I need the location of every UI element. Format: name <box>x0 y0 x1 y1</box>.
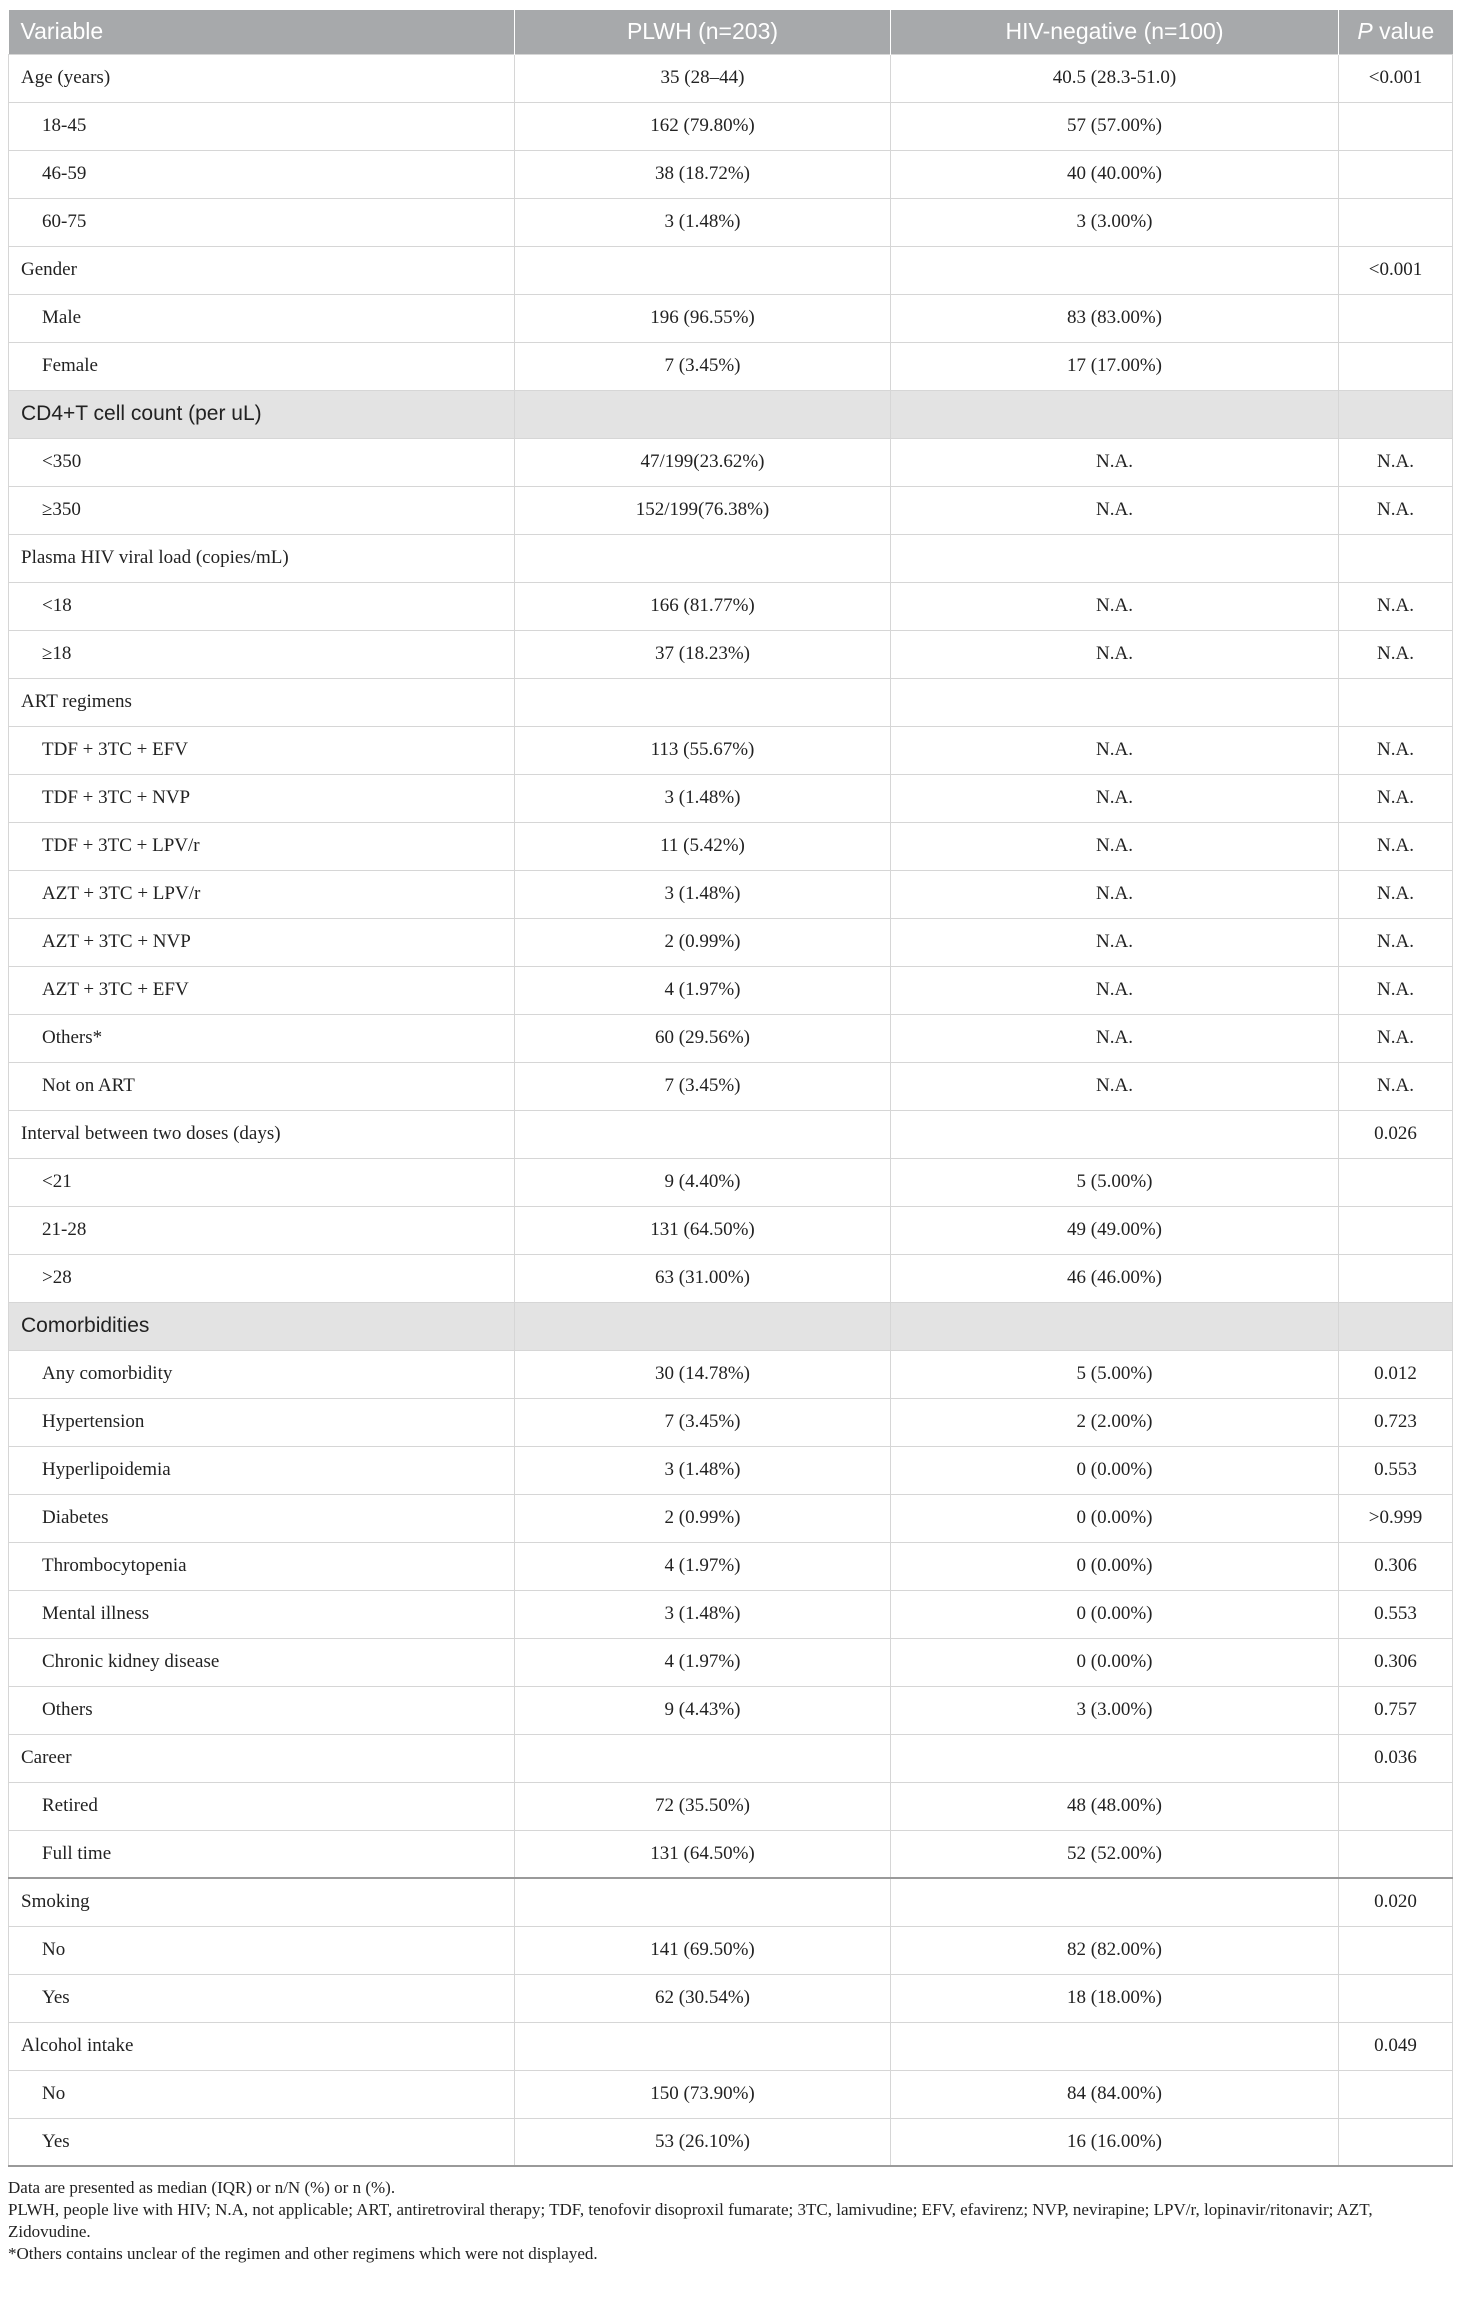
p-value-cell <box>1339 1830 1453 1878</box>
p-value-cell: 0.020 <box>1339 1878 1453 1926</box>
variable-cell: <350 <box>9 438 515 486</box>
plwh-cell: 4 (1.97%) <box>515 966 891 1014</box>
p-value-cell: <0.001 <box>1339 246 1453 294</box>
hiv-negative-cell: 40.5 (28.3-51.0) <box>891 54 1339 102</box>
table-row <box>9 1782 1453 1830</box>
variable-cell: TDF + 3TC + LPV/r <box>9 822 515 870</box>
p-value-cell: N.A. <box>1339 918 1453 966</box>
table-row <box>9 1254 1453 1302</box>
plwh-cell: 7 (3.45%) <box>515 342 891 390</box>
plwh-cell: 162 (79.80%) <box>515 102 891 150</box>
hiv-negative-cell: N.A. <box>891 870 1339 918</box>
plwh-cell: 7 (3.45%) <box>515 1062 891 1110</box>
header-p-rest: value <box>1372 18 1435 45</box>
p-value-cell <box>1339 1782 1453 1830</box>
hiv-negative-cell: N.A. <box>891 966 1339 1014</box>
hiv-negative-cell <box>891 2022 1339 2070</box>
plwh-cell <box>515 390 891 438</box>
plwh-cell: 152/199(76.38%) <box>515 486 891 534</box>
p-value-cell: N.A. <box>1339 1014 1453 1062</box>
hiv-negative-cell: 84 (84.00%) <box>891 2070 1339 2118</box>
plwh-cell: 37 (18.23%) <box>515 630 891 678</box>
p-value-cell: 0.049 <box>1339 2022 1453 2070</box>
header-hiv-negative: HIV-negative (n=100) <box>891 10 1339 54</box>
p-value-cell: N.A. <box>1339 726 1453 774</box>
hiv-negative-cell: 0 (0.00%) <box>891 1494 1339 1542</box>
variable-cell: Career <box>9 1734 515 1782</box>
header-p-value <box>1339 10 1453 54</box>
plwh-cell: 62 (30.54%) <box>515 1974 891 2022</box>
p-value-cell <box>1339 2070 1453 2118</box>
hiv-negative-cell: 3 (3.00%) <box>891 198 1339 246</box>
hiv-negative-cell: 0 (0.00%) <box>891 1590 1339 1638</box>
p-value-cell: 0.026 <box>1339 1110 1453 1158</box>
hiv-negative-cell <box>891 390 1339 438</box>
plwh-cell <box>515 246 891 294</box>
table-row <box>9 102 1453 150</box>
plwh-cell: 38 (18.72%) <box>515 150 891 198</box>
plwh-cell: 30 (14.78%) <box>515 1350 891 1398</box>
table-row <box>9 438 1453 486</box>
hiv-negative-cell: 17 (17.00%) <box>891 342 1339 390</box>
plwh-cell <box>515 1878 891 1926</box>
hiv-negative-cell: 0 (0.00%) <box>891 1638 1339 1686</box>
plwh-cell: 131 (64.50%) <box>515 1830 891 1878</box>
p-value-cell <box>1339 1206 1453 1254</box>
variable-cell: TDF + 3TC + EFV <box>9 726 515 774</box>
table-row <box>9 1158 1453 1206</box>
plwh-cell: 131 (64.50%) <box>515 1206 891 1254</box>
variable-cell: ART regimens <box>9 678 515 726</box>
plwh-cell: 3 (1.48%) <box>515 774 891 822</box>
plwh-cell: 2 (0.99%) <box>515 918 891 966</box>
table-row <box>9 1686 1453 1734</box>
header-plwh: PLWH (n=203) <box>515 10 891 54</box>
plwh-cell: 63 (31.00%) <box>515 1254 891 1302</box>
variable-cell: 18-45 <box>9 102 515 150</box>
variable-cell: Comorbidities <box>9 1302 515 1350</box>
table-row <box>9 774 1453 822</box>
table-row <box>9 2070 1453 2118</box>
plwh-cell: 3 (1.48%) <box>515 198 891 246</box>
hiv-negative-cell: 57 (57.00%) <box>891 102 1339 150</box>
plwh-cell: 166 (81.77%) <box>515 582 891 630</box>
plwh-cell: 141 (69.50%) <box>515 1926 891 1974</box>
plwh-cell <box>515 2022 891 2070</box>
variable-cell: 60-75 <box>9 198 515 246</box>
p-value-cell: 0.012 <box>1339 1350 1453 1398</box>
variable-cell: Not on ART <box>9 1062 515 1110</box>
p-value-cell: 0.306 <box>1339 1638 1453 1686</box>
variable-cell: Female <box>9 342 515 390</box>
hiv-negative-cell <box>891 678 1339 726</box>
table-row <box>9 54 1453 102</box>
table-row <box>9 918 1453 966</box>
p-value-cell <box>1339 1302 1453 1350</box>
plwh-cell: 4 (1.97%) <box>515 1542 891 1590</box>
hiv-negative-cell: 83 (83.00%) <box>891 294 1339 342</box>
table-row <box>9 150 1453 198</box>
p-value-cell: N.A. <box>1339 966 1453 1014</box>
p-value-cell: N.A. <box>1339 438 1453 486</box>
table-row <box>9 246 1453 294</box>
footnote-3: *Others contains unclear of the regimen and other regimens which were not displayed. <box>8 2244 598 2263</box>
table-row <box>9 966 1453 1014</box>
hiv-negative-cell: N.A. <box>891 1062 1339 1110</box>
plwh-cell: 35 (28–44) <box>515 54 891 102</box>
hiv-negative-cell <box>891 1878 1339 1926</box>
p-value-cell: N.A. <box>1339 582 1453 630</box>
plwh-cell <box>515 1110 891 1158</box>
p-value-cell: N.A. <box>1339 774 1453 822</box>
table-row <box>9 1446 1453 1494</box>
p-value-cell: 0.553 <box>1339 1446 1453 1494</box>
table-row <box>9 1014 1453 1062</box>
p-value-cell <box>1339 150 1453 198</box>
table-row <box>9 822 1453 870</box>
table-row <box>9 2118 1453 2166</box>
hiv-negative-cell <box>891 1110 1339 1158</box>
plwh-cell: 3 (1.48%) <box>515 1590 891 1638</box>
variable-cell: Diabetes <box>9 1494 515 1542</box>
hiv-negative-cell <box>891 246 1339 294</box>
hiv-negative-cell: 0 (0.00%) <box>891 1446 1339 1494</box>
hiv-negative-cell: 5 (5.00%) <box>891 1350 1339 1398</box>
variable-cell: CD4+T cell count (per uL) <box>9 390 515 438</box>
table-row <box>9 726 1453 774</box>
p-value-cell <box>1339 1254 1453 1302</box>
variable-cell: 46-59 <box>9 150 515 198</box>
p-value-cell <box>1339 534 1453 582</box>
hiv-negative-cell: 3 (3.00%) <box>891 1686 1339 1734</box>
variable-cell: Yes <box>9 2118 515 2166</box>
variable-cell: Hyperlipoidemia <box>9 1446 515 1494</box>
p-value-cell: N.A. <box>1339 822 1453 870</box>
table-row <box>9 1302 1453 1350</box>
hiv-negative-cell: N.A. <box>891 438 1339 486</box>
p-value-cell <box>1339 198 1453 246</box>
p-value-cell: 0.036 <box>1339 1734 1453 1782</box>
header-variable: Variable <box>9 10 515 54</box>
hiv-negative-cell: 82 (82.00%) <box>891 1926 1339 1974</box>
p-value-cell <box>1339 294 1453 342</box>
hiv-negative-cell <box>891 1302 1339 1350</box>
variable-cell: Retired <box>9 1782 515 1830</box>
variable-cell: Thrombocytopenia <box>9 1542 515 1590</box>
table-row <box>9 294 1453 342</box>
p-value-cell <box>1339 102 1453 150</box>
table-row <box>9 1926 1453 1974</box>
variable-cell: No <box>9 2070 515 2118</box>
footnote-2: PLWH, people live with HIV; N.A, not applicable; ART, antiretroviral therapy; TDF, tenofovir disoproxil fumarate; 3TC, lamivudine; EFV, efavirenz; NVP, nevirapine; LPV/r, lopinavir/ritonavir; AZT, Zidovudine. <box>8 2200 1373 2241</box>
hiv-negative-cell <box>891 1734 1339 1782</box>
plwh-cell: 196 (96.55%) <box>515 294 891 342</box>
plwh-cell: 113 (55.67%) <box>515 726 891 774</box>
table-container <box>8 10 1452 2265</box>
variable-cell: AZT + 3TC + NVP <box>9 918 515 966</box>
table-row <box>9 1638 1453 1686</box>
plwh-cell <box>515 534 891 582</box>
variable-cell: Others <box>9 1686 515 1734</box>
hiv-negative-cell: N.A. <box>891 630 1339 678</box>
hiv-negative-cell: N.A. <box>891 726 1339 774</box>
p-value-cell <box>1339 342 1453 390</box>
table-row <box>9 1494 1453 1542</box>
plwh-cell <box>515 678 891 726</box>
hiv-negative-cell: N.A. <box>891 774 1339 822</box>
table-row <box>9 342 1453 390</box>
p-value-cell: 0.306 <box>1339 1542 1453 1590</box>
p-value-cell: 0.757 <box>1339 1686 1453 1734</box>
variable-cell: 21-28 <box>9 1206 515 1254</box>
table-row <box>9 198 1453 246</box>
hiv-negative-cell: 18 (18.00%) <box>891 1974 1339 2022</box>
plwh-cell: 11 (5.42%) <box>515 822 891 870</box>
hiv-negative-cell: 46 (46.00%) <box>891 1254 1339 1302</box>
table-row <box>9 582 1453 630</box>
hiv-negative-cell: 40 (40.00%) <box>891 150 1339 198</box>
table-row <box>9 1350 1453 1398</box>
p-value-cell: N.A. <box>1339 630 1453 678</box>
hiv-negative-cell: 0 (0.00%) <box>891 1542 1339 1590</box>
hiv-negative-cell: N.A. <box>891 822 1339 870</box>
variable-cell: AZT + 3TC + LPV/r <box>9 870 515 918</box>
p-value-cell <box>1339 1926 1453 1974</box>
plwh-cell: 4 (1.97%) <box>515 1638 891 1686</box>
variable-cell: Smoking <box>9 1878 515 1926</box>
p-value-cell: 0.553 <box>1339 1590 1453 1638</box>
p-value-cell <box>1339 390 1453 438</box>
p-value-cell: >0.999 <box>1339 1494 1453 1542</box>
variable-cell: AZT + 3TC + EFV <box>9 966 515 1014</box>
variable-cell: Any comorbidity <box>9 1350 515 1398</box>
hiv-negative-cell: 5 (5.00%) <box>891 1158 1339 1206</box>
hiv-negative-cell: 2 (2.00%) <box>891 1398 1339 1446</box>
variable-cell: TDF + 3TC + NVP <box>9 774 515 822</box>
plwh-cell: 9 (4.43%) <box>515 1686 891 1734</box>
variable-cell: No <box>9 1926 515 1974</box>
plwh-cell: 150 (73.90%) <box>515 2070 891 2118</box>
table-row <box>9 1734 1453 1782</box>
variable-cell: Hypertension <box>9 1398 515 1446</box>
table-footnotes <box>8 2177 1452 2265</box>
header-p-italic: P <box>1357 18 1373 45</box>
p-value-cell: N.A. <box>1339 486 1453 534</box>
variable-cell: ≥18 <box>9 630 515 678</box>
p-value-cell: N.A. <box>1339 1062 1453 1110</box>
plwh-cell: 60 (29.56%) <box>515 1014 891 1062</box>
plwh-cell: 53 (26.10%) <box>515 2118 891 2166</box>
p-value-cell: <0.001 <box>1339 54 1453 102</box>
hiv-negative-cell: N.A. <box>891 582 1339 630</box>
plwh-cell: 2 (0.99%) <box>515 1494 891 1542</box>
hiv-negative-cell: N.A. <box>891 1014 1339 1062</box>
plwh-cell <box>515 1734 891 1782</box>
variable-cell: Full time <box>9 1830 515 1878</box>
table-row <box>9 1398 1453 1446</box>
hiv-negative-cell: 48 (48.00%) <box>891 1782 1339 1830</box>
variable-cell: Male <box>9 294 515 342</box>
variable-cell: >28 <box>9 1254 515 1302</box>
demographics-table <box>8 10 1453 2167</box>
table-row <box>9 534 1453 582</box>
table-row <box>9 2022 1453 2070</box>
variable-cell: ≥350 <box>9 486 515 534</box>
table-row <box>9 486 1453 534</box>
table-body <box>9 54 1453 2166</box>
variable-cell: Plasma HIV viral load (copies/mL) <box>9 534 515 582</box>
plwh-cell: 3 (1.48%) <box>515 1446 891 1494</box>
table-row <box>9 390 1453 438</box>
variable-cell: Age (years) <box>9 54 515 102</box>
plwh-cell: 72 (35.50%) <box>515 1782 891 1830</box>
variable-cell: Yes <box>9 1974 515 2022</box>
hiv-negative-cell: 49 (49.00%) <box>891 1206 1339 1254</box>
plwh-cell: 9 (4.40%) <box>515 1158 891 1206</box>
plwh-cell: 7 (3.45%) <box>515 1398 891 1446</box>
table-row <box>9 630 1453 678</box>
hiv-negative-cell: 52 (52.00%) <box>891 1830 1339 1878</box>
variable-cell: Mental illness <box>9 1590 515 1638</box>
table-row <box>9 870 1453 918</box>
table-row <box>9 678 1453 726</box>
variable-cell: Interval between two doses (days) <box>9 1110 515 1158</box>
header-row <box>9 10 1453 54</box>
table-row <box>9 1590 1453 1638</box>
variable-cell: Gender <box>9 246 515 294</box>
p-value-cell <box>1339 678 1453 726</box>
p-value-cell: 0.723 <box>1339 1398 1453 1446</box>
table-row <box>9 1206 1453 1254</box>
table-header <box>9 10 1453 54</box>
plwh-cell <box>515 1302 891 1350</box>
variable-cell: Others* <box>9 1014 515 1062</box>
p-value-cell: N.A. <box>1339 870 1453 918</box>
table-row <box>9 1830 1453 1878</box>
variable-cell: Alcohol intake <box>9 2022 515 2070</box>
plwh-cell: 3 (1.48%) <box>515 870 891 918</box>
table-row <box>9 1062 1453 1110</box>
hiv-negative-cell: N.A. <box>891 486 1339 534</box>
variable-cell: <21 <box>9 1158 515 1206</box>
hiv-negative-cell: 16 (16.00%) <box>891 2118 1339 2166</box>
p-value-cell <box>1339 2118 1453 2166</box>
table-row <box>9 1110 1453 1158</box>
plwh-cell: 47/199(23.62%) <box>515 438 891 486</box>
table-row <box>9 1974 1453 2022</box>
p-value-cell <box>1339 1974 1453 2022</box>
table-row <box>9 1542 1453 1590</box>
hiv-negative-cell: N.A. <box>891 918 1339 966</box>
footnote-1: Data are presented as median (IQR) or n/N (%) or n (%). <box>8 2178 396 2197</box>
hiv-negative-cell <box>891 534 1339 582</box>
variable-cell: <18 <box>9 582 515 630</box>
variable-cell: Chronic kidney disease <box>9 1638 515 1686</box>
p-value-cell <box>1339 1158 1453 1206</box>
table-row <box>9 1878 1453 1926</box>
